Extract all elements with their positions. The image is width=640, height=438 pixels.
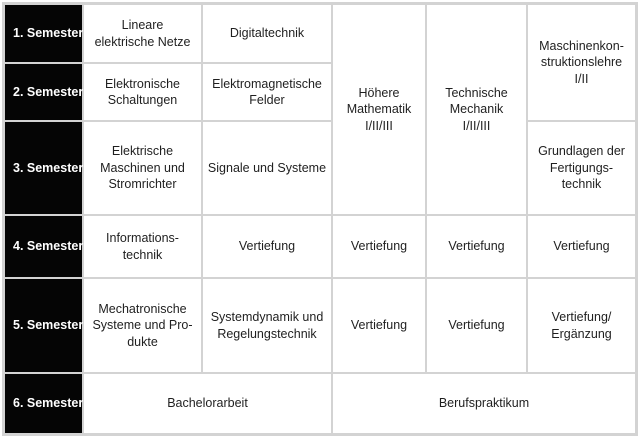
module-lineare-netze: Lineare elektrische Netze xyxy=(84,5,201,62)
module-elektrische-maschinen: Elektrische Maschinen und Stromrichter xyxy=(84,122,201,214)
module-systemdynamik: Systemdynamik und Regelungstechnik xyxy=(203,279,331,372)
semester-label-3: 3. Semester xyxy=(5,122,82,214)
module-berufspraktikum: Berufspraktikum xyxy=(333,374,635,433)
semester-label-2: 2. Semester xyxy=(5,64,82,120)
module-vertiefung-col4-sem4: Vertiefung xyxy=(333,216,425,277)
module-digitaltechnik: Digitaltechnik xyxy=(203,5,331,62)
module-bachelorarbeit: Bachelorarbeit xyxy=(84,374,331,433)
module-hoehere-mathematik: Höhere Mathematik I/II/III xyxy=(333,5,425,214)
module-mechatronische-systeme: Mechatronische Systeme und Pro- dukte xyxy=(84,279,201,372)
module-maschinenkonstruktionslehre: Maschinenkon- struktionslehre I/II xyxy=(528,5,635,120)
semester-label-5: 5. Semester xyxy=(5,279,82,372)
module-fertigungstechnik: Grundlagen der Fertigungs- technik xyxy=(528,122,635,214)
semester-label-6: 6. Semester xyxy=(5,374,82,433)
module-signale-systeme: Signale und Systeme xyxy=(203,122,331,214)
module-elektromagnetische-felder: Elektromagnetische Felder xyxy=(203,64,331,120)
module-technische-mechanik: Technische Mechanik I/II/III xyxy=(427,5,526,214)
module-vertiefung-col6-sem4: Vertiefung xyxy=(528,216,635,277)
module-vertiefung-col5-sem4: Vertiefung xyxy=(427,216,526,277)
semester-label-1: 1. Semester xyxy=(5,5,82,62)
semester-label-4: 4. Semester xyxy=(5,216,82,277)
curriculum-table xyxy=(2,2,638,436)
module-vertiefung-ergaenzung: Vertiefung/ Ergänzung xyxy=(528,279,635,372)
module-informationstechnik: Informations- technik xyxy=(84,216,201,277)
module-vertiefung-col5-sem5: Vertiefung xyxy=(427,279,526,372)
module-elektronische-schaltungen: Elektronische Schaltungen xyxy=(84,64,201,120)
module-vertiefung-col4-sem5: Vertiefung xyxy=(333,279,425,372)
module-vertiefung-col3: Vertiefung xyxy=(203,216,331,277)
